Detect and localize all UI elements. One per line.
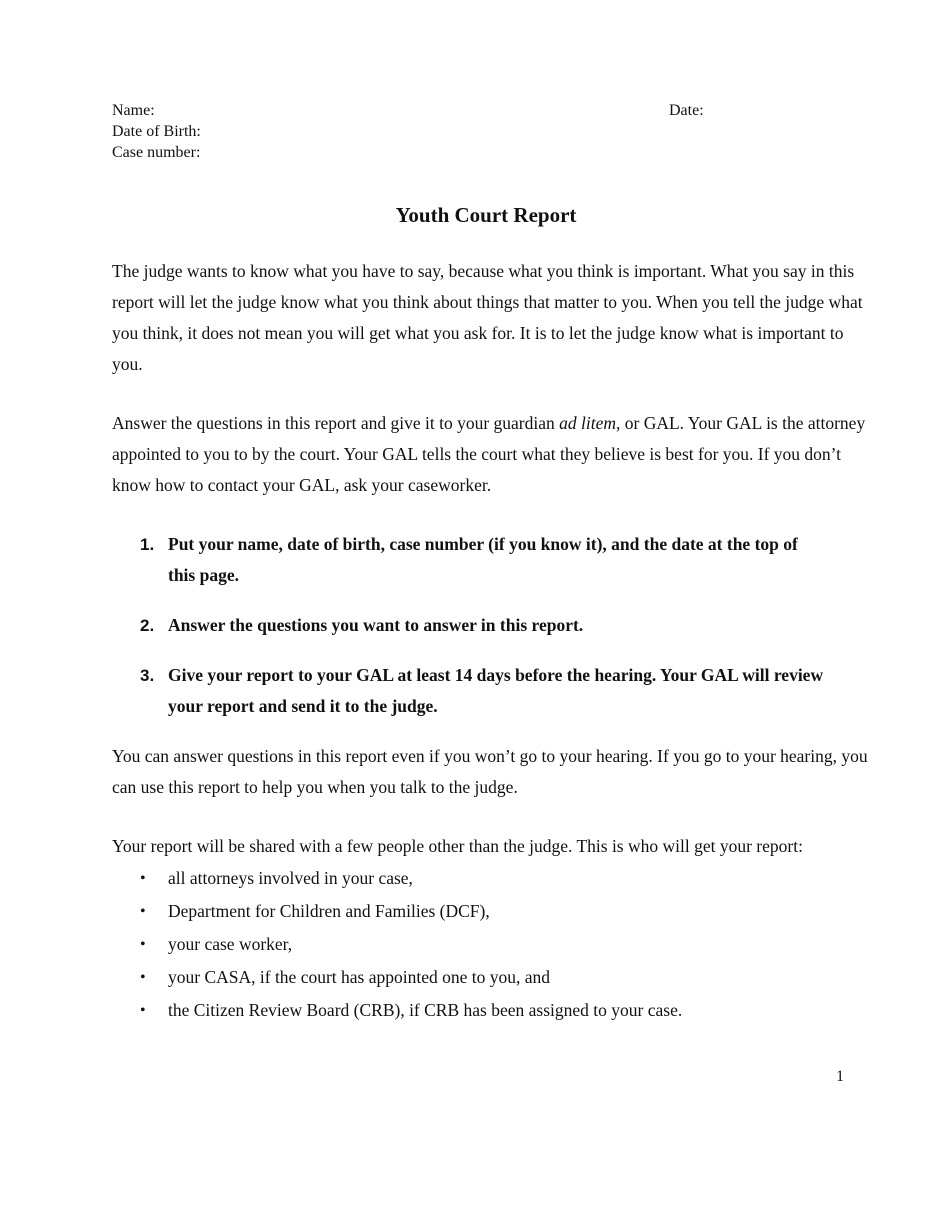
list-item	[140, 994, 860, 1027]
step-text: Answer the questions you want to answer in this report.	[168, 615, 584, 635]
hearing-paragraph: You can answer questions in this report even if you won’t go to your hearing. If you go to your hearing, you can use this report to help you when you talk to the judge.	[112, 746, 868, 797]
case-number-label: Case number:	[112, 144, 201, 161]
list-item	[140, 895, 860, 928]
bullet-icon: •	[140, 969, 146, 986]
gal-paragraph-before: Answer the questions in this report and give it to your guardian	[112, 413, 560, 433]
step-number: 2.	[140, 616, 155, 635]
list-item	[140, 928, 860, 961]
gal-paragraph	[112, 408, 872, 501]
document-title: Youth Court Report	[395, 203, 577, 227]
header-fields	[112, 100, 872, 163]
list-item	[140, 862, 860, 895]
header-row-name-date	[112, 100, 872, 121]
bullet-icon: •	[140, 903, 146, 920]
bullet-icon: •	[140, 936, 146, 953]
intro-paragraph: The judge wants to know what you have to say, because what you think is important. What you say in this report will let the judge know what you think about things that matter to you. When you tell the judge what you think, it does not mean you will get what you ask for. It is to let the judge know what is important to you.	[112, 261, 863, 374]
bullet-icon: •	[140, 1002, 146, 1019]
page-number: 1	[836, 1068, 844, 1085]
bullet-icon: •	[140, 870, 146, 887]
header-row-dob	[112, 121, 872, 142]
shared-paragraph: Your report will be shared with a few people other than the judge. This is who will get your report:	[112, 836, 803, 856]
step-number: 1.	[140, 535, 155, 554]
gal-paragraph-after: , or GAL. Your GAL is the attorney appointed to you to by the court. Your GAL tells the court what they believe is best for you. If you don’t know how to contact your GAL, ask your caseworker.	[112, 413, 866, 495]
name-label: Name:	[112, 102, 155, 119]
list-item-text: Department for Children and Families (DCF),	[168, 901, 490, 921]
list-item-text: all attorneys involved in your case,	[168, 868, 413, 888]
step-text: Give your report to your GAL at least 14 days before the hearing. Your GAL will review your report and send it to the judge.	[168, 665, 824, 716]
step-text: Put your name, date of birth, case number (if you know it), and the date at the top of this page.	[168, 534, 798, 585]
list-item-text: the Citizen Review Board (CRB), if CRB has been assigned to your case.	[168, 1000, 683, 1020]
list-item	[140, 961, 860, 994]
list-item-text: your CASA, if the court has appointed one to you, and	[168, 967, 551, 987]
list-item-text: your case worker,	[168, 934, 293, 954]
date-label: Date:	[669, 102, 704, 119]
header-row-case	[112, 142, 872, 163]
dob-label: Date of Birth:	[112, 123, 201, 140]
gal-paragraph-italic: ad litem	[559, 413, 617, 433]
step-number: 3.	[140, 666, 155, 685]
